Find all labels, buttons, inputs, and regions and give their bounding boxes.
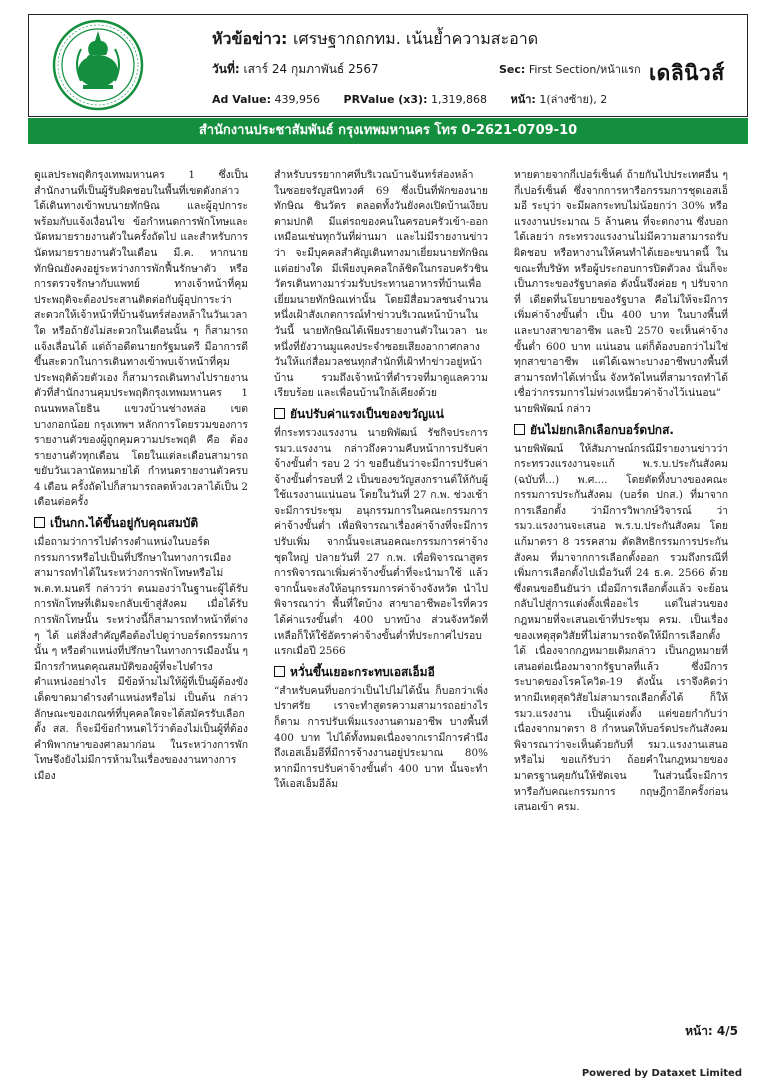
page-count: หน้า: 4/5 <box>685 1024 738 1038</box>
article-column-1 <box>34 168 248 1030</box>
checkbox-bullet-icon <box>34 517 45 528</box>
checkbox-bullet-icon <box>274 408 285 419</box>
headline: หัวข้อข่าว: เศรษฐากถกทม. เน้นย้ำความสะอาด <box>212 29 539 48</box>
article-column-2 <box>274 168 488 1030</box>
checkbox-bullet-icon <box>514 424 525 435</box>
powered-by: Powered by Dataxet Limited <box>581 1068 742 1079</box>
article-column-3 <box>514 168 728 1030</box>
publication-name: เดลินิวส์ <box>649 61 725 85</box>
paragraph: นายพิพัฒน์ ให้สัมภาษณ์กรณีมีรายงานข่าวว่า กระทรวงแรงงานจะแก้ พ.ร.บ.ประกันสังคม (ฉบับที่...) พ.ศ.... โดยตัดทิ้งบางของคณะกรรมการประกันสังคม (บอร์ด ปกส.) ที่มาจากการเลือกตั้ง ว่ามีการวิพากษ์วิจารณ์ ว่า รมว.แรงงานจะเสนอ พ.ร.บ.ประกันสังคม โดยแก้มาตรา 8 วรรคสาม ตัดสิทธิกรรมการประกันสังคม ที่มาจากการเลือกตั้งออก รวมถึงกรณีที่เพิ่มการเลือกตั้งไปเมื่อวันที่ 24 ธ.ค. 2566 ด้วย ซึ่งตนขอยืนยันว่า เมื่อมีการเลือกตั้งแล้ว จะย้อนกลับไปสู่การแต่งตั้งเพื่ออะไร แต่ในส่วนของกฎหมายที่จะเสนอเข้าที่ประชุม ครม. เป็นเรื่องของเหตุสุดวิสัยที่ไม่สามารถจัดให้มีการเลือกตั้งได้ เนื่องจากกฎหมายเดิมกล่าว เป็นกฎหมายที่เสนอต่อเนื่องมาจากรัฐบาลที่แล้ว ซึ่งมีการระบาดของโรคโควิด-19 ดังนั้น เราจึงคิดว่า หากมีเหตุสุดวิสัยไม่สามารถเลือกตั้งได้ ก็ให้ รมว.แรงงาน เป็นผู้แต่งตั้ง แต่ขอยกำกับว่าเนื่องจากมาตรา 8 กำหนดให้บอร์ดประกันสังคมพิจารณาว่าจะเห็นด้วยกับที่ รมว.แรงงานเสนอหรือไม่ ขอแก้รับว่า ถ้อยคำในกฎหมายของมาตรฐานคุยกันให้ชัดเจน ในส่วนนี้จะมีการหารือกับคณะกรรมการ กฤษฎีกาอีกครั้งก่อนเสนอเข้า ครม. <box>514 442 728 814</box>
ad-value: 439,956 <box>274 93 321 106</box>
paragraph: หายตายจากกี่เปอร์เซ็นต์ ถ้ายกันไปประเทศอื่น ๆ กี่เปอร์เซ็นต์ ซึ่งจากการหารือกรรมการชุดเอสเอ็มอี ระบุว่า จะมีผลกระทบไม่น้อยกว่า 30% หรือแรงงานประมาณ 5 ล้านคน ที่จะตกงาน ซึ่งบอกได้เลยว่า กระทรวงแรงงานไม่มีความสามารถรับผิดชอบ หรือหางานให้คนทำได้เยอะขนาดนี้ ในขณะที่บริษัท หรือผู้ประกอบการปิดตัวลง นั่นก็จะเป็นภาระของรัฐบาลต่อ ดังนั้นจึงค่อย ๆ ปรับจากที่ เดียดที่นโยบายของรัฐบาล คือไม่ให้จะมีการเพิ่มค่าจ้างขั้นต่ำ เป็น 400 บาท ในบางพื้นที่ และบางสาขาอาชีพ และปี 2570 จะเห็นค่าจ้างขั้นต่ำ 600 บาท แน่นอน แต่ก็ต้องบอกว่าไม่ใช่ทุกสาขาอาชีพ แต่ได้เฉพาะบางอาชีพบางพื้นที่สามารถทำได้เท่านั้น จังหวัดไหนที่สามารถทำได้ เชื่อว่ากรรมการไม่ห่วงเหนี่ยวค่าจ้างไว้เน่นอน” นายพิพัฒน์ กล่าว <box>514 169 728 415</box>
subheading: หวั่นขึ้นเยอะกระทบเอสเอ็มอี <box>274 664 488 681</box>
section-info: Sec: First Section/หน้าแรก <box>499 63 641 76</box>
paragraph: สำหรับบรรยากาศที่บริเวณบ้านจันทร์ส่องหล้า ในซอยจรัญสนิทวงศ์ 69 ซึ่งเป็นที่พักของนายทักษิณ ชินวัตร ตลอดทั้งวันยังคงเปิดบ้านเงียบตามปกติ มีแต่รถของคนในครอบครัวเข้า-ออก เหมือนเช่นทุกวันที่ผ่านมา และไม่มีรายงานข่าวว่า จะมีบุคคลสำคัญเดินทางมาเยี่ยมนายทักษิณแต่อย่างใด มีเพียงบุคคลใกล้ชิดในกรอบครัวชินวัตรเดินทางมาร่วมรับประทานอาหารที่บ้านเพื่อเยี่ยมนายทักษิณเท่านั้น โดยมีสื่อมวลชนจำนวนหนึ่งเฝ้าสังเกตการณ์ทำข่าวบริเวณหน้าบ้านในวันนี้ นายทักษิณได้เพียงรายงานตัวในเวลา นะหนึ่งที่ยังวานมูแคงประจำซอยเสียงอากาศกลางวันให้แก่สื่อมวลชนทุกสำนักที่เฝ้าทำข่าวอยู่หน้าบ้าน รวมถึงเจ้าหน้าที่ตำรวจที่มาดูแลความเรียบร้อย และเพื่อนบ้านใกล้เคียงด้วย <box>274 169 488 400</box>
subheading: เป็นกก.ได้ขึ้นอยู่กับคุณสมบัติ <box>34 515 248 532</box>
bma-seal-logo-icon <box>43 19 153 111</box>
page-position: 1(ล่างซ้าย), 2 <box>539 93 608 106</box>
article-body <box>34 168 746 1030</box>
contact-banner: สำนักงานประชาสัมพันธ์ กรุงเทพมหานคร โทร 0-2621-0709-10 <box>28 118 748 144</box>
publish-date: วันที่: เสาร์ 24 กุมภาพันธ์ 2567 <box>212 62 379 76</box>
subheading: ยันปรับค่าแรงเป็นของขวัญแน่ <box>274 406 488 423</box>
value-line: Ad Value: 439,956 PRValue (x3): 1,319,868 หน้า: 1(ล่างซ้าย), 2 <box>212 93 608 106</box>
paragraph: เมื่อถามว่าการไปดำรงตำแหน่งในบอร์ดกรรมการหรือไปเป็นที่ปรึกษาในทางการเมืองสามารถทำได้ในระหว่างการพักโทษหรือไม่ พ.ต.ท.มนตรี กล่าวว่า ตนมองว่าในฐานะผู้ได้รับการพักโทษที่เดิมจะกลับเข้าสู่สังคม เมื่อได้รับการพักโทษนั้น ระหว่างนี้ก็สามารถทำหน้าที่ต่าง ๆ ได้ แต่สิ่งสำคัญคือต้องไปดูว่าบอร์ดกรรมการนั้น ๆ หรือตำแหน่งที่ปรึกษาในทางการเมืองนั้น ๆ มีการกำหนดคุณสมบัติของผู้ที่จะไปดำรงตำแหน่งอย่างไร มีข้อห้ามไม่ให้ผู้ที่เป็นผู้ต้องขังเด็ดขาดมาดำรงตำแหน่งหรือไม่ เป็นต้น กล่าวลักษณะของเกณฑ์ที่บุคคลใดจะได้สมัครรับเลือกตั้ง สส. ก็จะมีข้อกำหนดไว้ว่าต้องไม่เป็นผู้ที่ต้องคำพิพากษาของศาลมาก่อน ในระหว่างการพักโทษจึงยังไม่มีการห้ามในเรื่องของงานทางการเมือง <box>34 536 248 782</box>
subheading: ยันไม่ยกเลิกเลือกบอร์ดปกส. <box>514 422 728 439</box>
checkbox-bullet-icon <box>274 666 285 677</box>
paragraph: ดูแลประพฤติกรุงเทพมหานคร 1 ซึ่งเป็นสำนักงานที่เป็นผู้รับผิดชอบในพื้นที่เขตดังกล่าว ได้เดินทางเข้าพบนายทักษิณ และผู้อุปการะ พร้อมกับแจ้งเงื่อนไข ข้อกำหนดการพักโทษและนัดหมายรายงานตัวในครั้งถัดไป และสำหรับการนัดหมายรายงานตัวในเดือน มี.ค. หากนายทักษิณยังคงอยู่ระหว่างการพักฟื้นรักษาตัว หรือการตรวจรักษากับแพทย์ ทางเจ้าหน้าที่คุมประพฤติจะต้องประสานติดต่อกับผู้อุปการะว่าสะดวกให้เจ้าหน้าที่บ้านจันทร์ส่องหล้าในวันเวลาใด หรือถ้ายังไม่สะดวกในเดือนนั้น ๆ ก็สามารถแจ้งเลื่อนได้ แต่ถ้าอดีตนายกรัฐมนตรี มีอาการดีขึ้นสะดวกในการเดินทางเข้าพบเจ้าหน้าที่คุมประพฤติด้วยตัวเอง ก็สามารถเดินทางไปรายงานตัวที่สำนักงานคุมประพฤติกรุงเทพมหานคร 1 ถนนพหลโยธิน แขวงบ้านช่างหล่อ เขตบางกอกน้อย กรุงเทพฯ หลักการโดยรวมของการรายงานตัวของผู้ถูกคุมความประพฤติ คือ ต้องรายงานตัวทุกเดือน โดยในแต่ละเดือนสามารถขยับวันเวลานัดหมายได้ กำหนดรายงานตัวครบ 4 เดือน ครั้งถัดไปก็สามารถลดห้วงเวลาได้เป็น 2 เดือนต่อครั้ง <box>34 169 248 509</box>
paragraph: ที่กระทรวงแรงงาน นายพิพัฒน์ รัชกิจประการ รมว.แรงงาน กล่าวถึงความคืบหน้าการปรับค่าจ้างขั้นต่ำ รอบ 2 ว่า ขอยืนยันว่าจะมีการปรับค่าจ้างขั้นต่ำรอบที่ 2 เป็นของขวัญสงกรานต์ให้กับผู้ใช้แรงงานแน่นอน โดยในวันที่ 27 ก.พ. ช่วงเช้า จะมีการประชุม อนุกรรมการในคณะกรรมการค่าจ้างขั้นต่ำ เพื่อพิจารณาเรื่องค่าจ้างที่จะมีการปรับเพิ่ม จากนั้นจะเสนอคณะกรรมการค่าจ้างชุดใหญ่ ปลายวันที่ 27 ก.พ. เพื่อพิจารณาสูตรการพิจารณาเพิ่มค่าจ้างขั้นต่ำที่จะนำมาใช้ แล้วจากนั้นจะส่งให้อนุกรรมการค่าจ้างจังหวัด นำไปพิจารณาว่า พื้นที่ใดบ้าง สาขาอาชีพอะไรที่ควรได้ค่าแรงขั้นต่ำ 400 บาทบ้าง ส่วนจังหวัดที่เหลือก็ให้ใช้อัตราค่าจ้างขั้นต่ำที่ประกาศไปรอบแรกเมื่อปี 2566 <box>274 426 488 658</box>
clipping-header <box>28 14 748 117</box>
paragraph: “สำหรับคนที่บอกว่าเป็นไปไม่ได้นั้น ก็บอกว่าเพิ่งปราศรัย เราจะทำสูตรความสามารถอย่างไรก็ตาม การปรับเพิ่มแรงงานตามอาชีพ บางพื้นที่ 400 บาท ไปได้ทั้งหมดเนื่องจากเรามีการคำนึงถึงเอสเอ็มอีที่มีการจ้างงานอยู่ประมาณ 80% หากมีการปรับค่าจ้างขั้นต่ำ 400 บาท นั้นจะทำให้เอสเอ็มอีล้ม <box>274 684 488 791</box>
pr-value: 1,319,868 <box>430 93 487 106</box>
